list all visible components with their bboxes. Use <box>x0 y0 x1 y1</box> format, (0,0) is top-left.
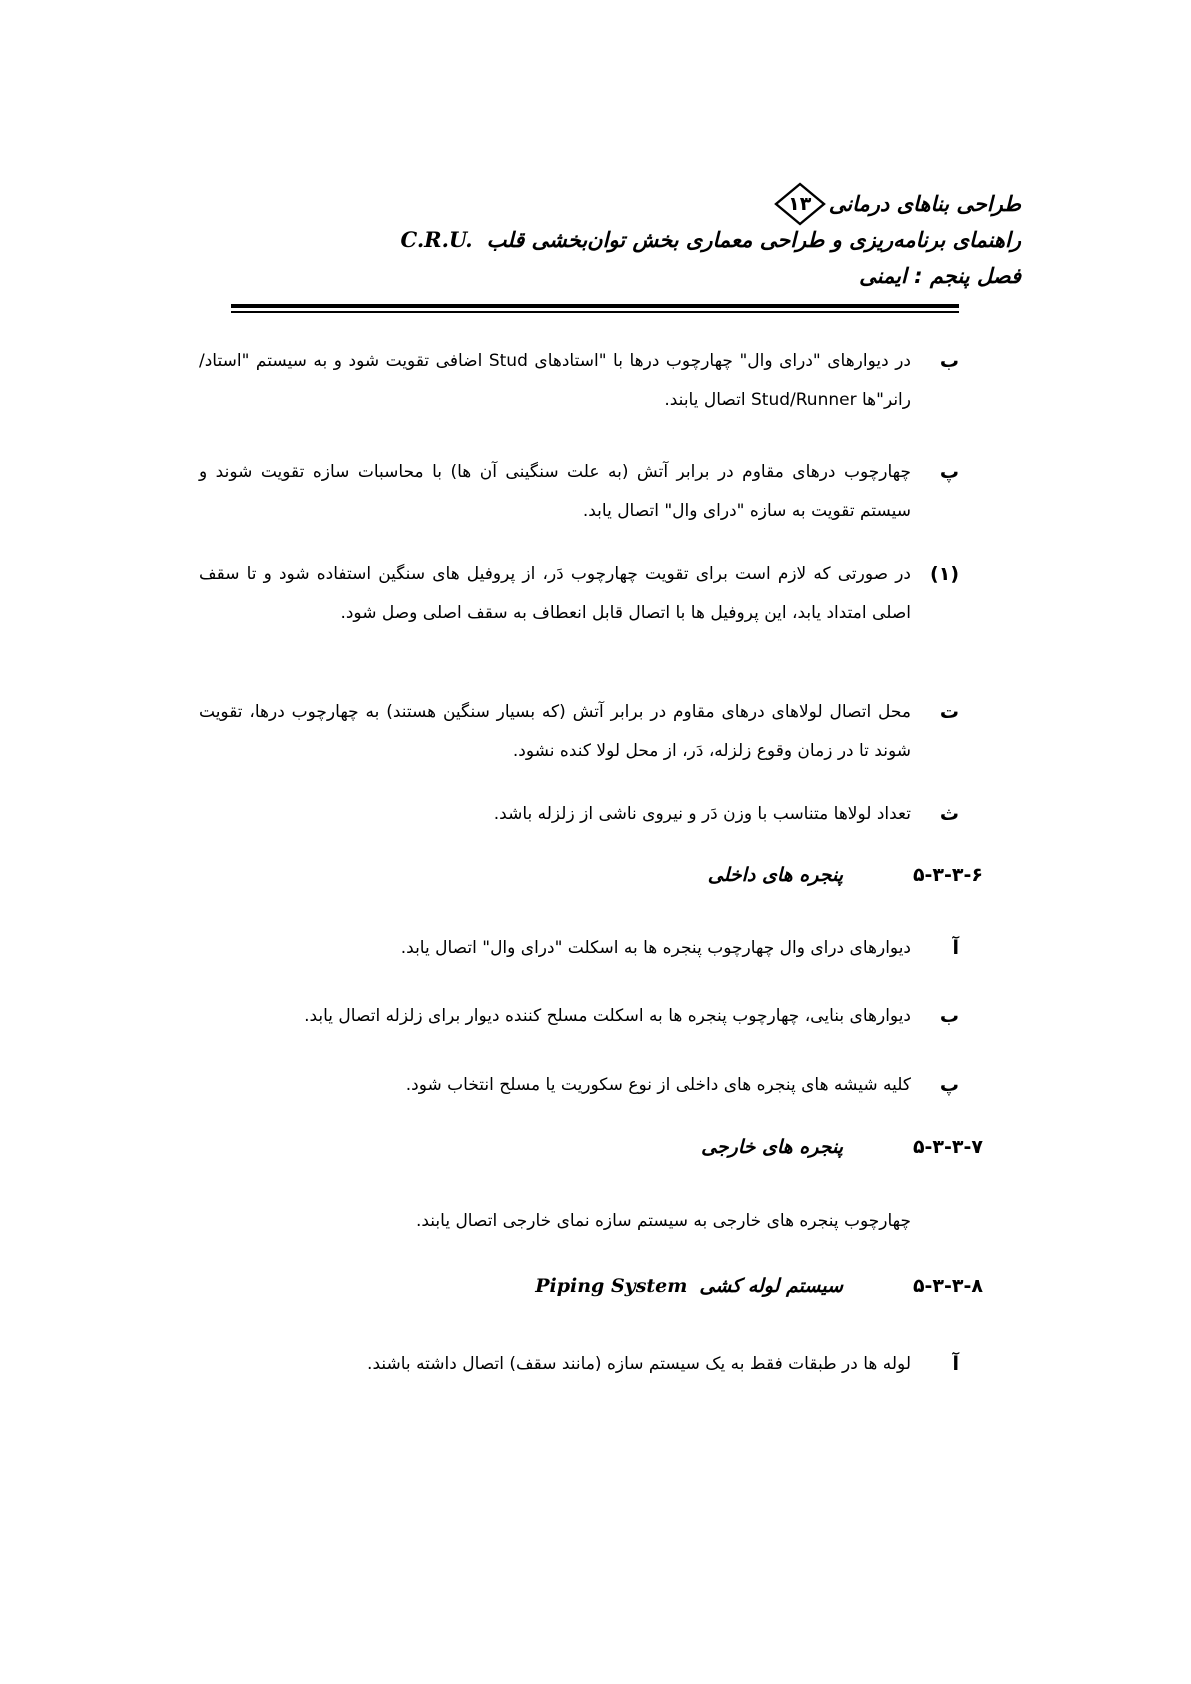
list-item <box>119 555 959 633</box>
item-text: در دیوارهای "درای وال" چهارچوب درها با "استادهای Stud اضافی تقویت شود و به سیستم "استاد/رانر"ها Stud/Runner اتصال یابند. <box>199 351 911 410</box>
item-text: کلیه شیشه های پنجره های داخلی از نوع سکوریت یا مسلح انتخاب شود. <box>405 1075 911 1095</box>
section-heading <box>708 864 983 886</box>
section-heading <box>701 1136 983 1158</box>
item-marker: ب <box>939 350 959 372</box>
list-item <box>119 929 959 968</box>
guide-title-latin: C.R.U. <box>400 227 473 252</box>
page-header <box>201 186 1021 294</box>
item-text: در صورتی که لازم است برای تقویت چهارچوب دَر، از پروفیل های سنگین استفاده شود و تا سقف اصلی امتداد یابد، این پروفیل ها با اتصال قابل انعطاف به سقف اصلی وصل شود. <box>199 564 911 623</box>
item-marker: ث <box>939 803 959 825</box>
page-number: ۱۳ <box>788 193 812 215</box>
chapter-title: فصل پنجم : ایمنی <box>859 264 1021 288</box>
header-rule-thick <box>231 304 959 308</box>
list-item <box>119 1345 959 1384</box>
item-marker: پ <box>939 1074 959 1096</box>
item-marker: ت <box>939 701 959 723</box>
section-number: ۵-۳-۳-۷ <box>912 1136 983 1158</box>
item-text: تعداد لولاها متناسب با وزن دَر و نیروی ناشی از زلزله باشد. <box>493 804 911 824</box>
section-title: سیستم لوله کشی <box>699 1275 843 1297</box>
item-text: دیوارهای بنایی، چهارچوب پنجره ها به اسکلت مسلح کننده دیوار برای زلزله اتصال یابد. <box>304 1006 911 1026</box>
item-marker: آ <box>952 1353 959 1375</box>
list-item <box>119 342 959 420</box>
section-title: پنجره های خارجی <box>701 1136 843 1158</box>
list-item <box>119 693 959 771</box>
header-line-1 <box>201 186 1021 222</box>
list-item <box>119 1066 959 1105</box>
item-marker: پ <box>939 461 959 483</box>
header-line-3 <box>201 258 1021 294</box>
section-number: ۵-۳-۳-۸ <box>912 1275 983 1297</box>
item-marker: آ <box>952 937 959 959</box>
list-item <box>119 795 959 834</box>
section-title: پنجره های داخلی <box>707 864 843 886</box>
item-text: محل اتصال لولاهای درهای مقاوم در برابر آتش (که بسیار سنگین هستند) به چهارچوب درها، تقویت شوند تا در زمان وقوع زلزله، دَر، از محل لولا کنده نشود. <box>199 702 911 761</box>
item-text: لوله ها در طبقات فقط به یک سیستم سازه (مانند سقف) اتصال داشته باشند. <box>367 1354 911 1374</box>
book-title: طراحی بناهای درمانی <box>828 192 1021 216</box>
guide-title: راهنمای برنامه‌ریزی و طراحی معماری بخش توان‌بخشی قلب <box>486 228 1021 252</box>
page-number-badge <box>773 182 827 226</box>
list-item <box>119 1202 959 1241</box>
item-marker: (۱) <box>930 563 959 585</box>
item-text: چهارچوب پنجره های خارجی به سیستم سازه نمای خارجی اتصال یابند. <box>415 1211 911 1231</box>
item-marker: ب <box>939 1005 959 1027</box>
header-line-2 <box>201 222 1021 258</box>
list-item <box>119 453 959 531</box>
section-title-latin: Piping System <box>535 1275 688 1297</box>
section-heading <box>535 1275 983 1297</box>
header-rule-thin <box>231 311 959 313</box>
item-text: دیوارهای درای وال چهارچوب پنجره ها به اسکلت "درای وال" اتصال یابد. <box>400 938 911 958</box>
section-number: ۵-۳-۳-۶ <box>912 864 983 886</box>
item-text: چهارچوب درهای مقاوم در برابر آتش (به علت سنگینی آن ها) با محاسبات سازه تقویت شوند و سیستم تقویت به سازه "درای وال" اتصال یابد. <box>199 462 911 521</box>
list-item <box>119 997 959 1036</box>
